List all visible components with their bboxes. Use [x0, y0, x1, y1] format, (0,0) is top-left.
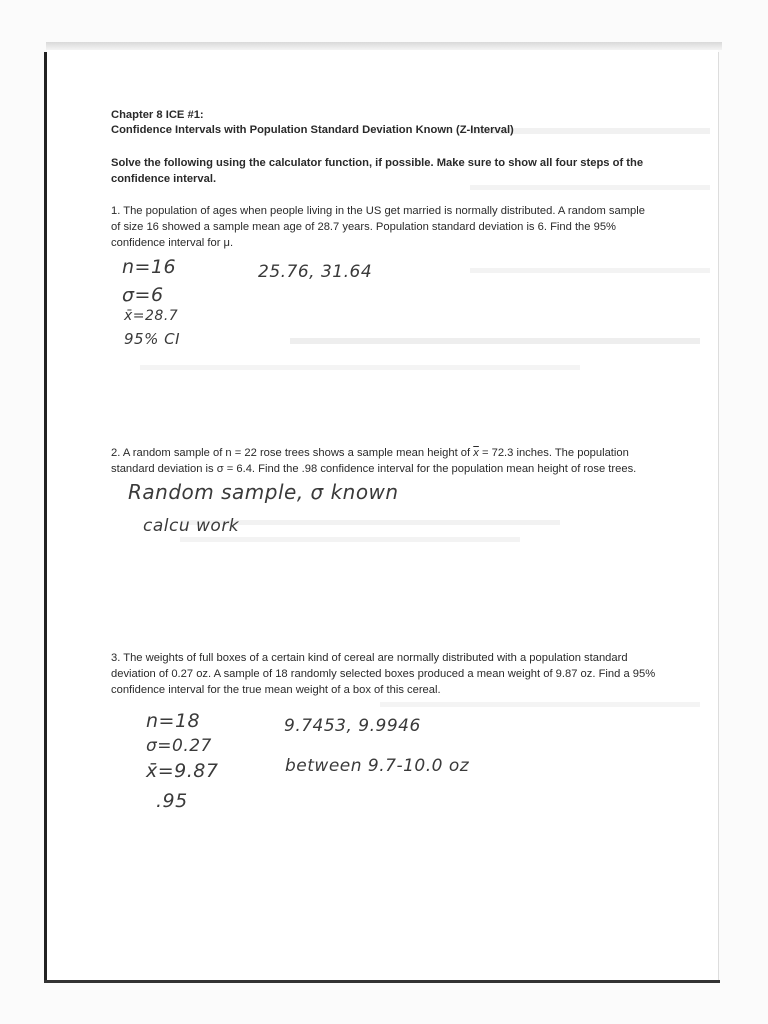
scan-shadow [46, 42, 722, 50]
page-edge [718, 52, 719, 980]
bleed-through [470, 268, 710, 273]
bleed-through [140, 365, 580, 370]
instructions-line: Solve the following using the calculator function, if possible. Make sure to show all four steps of the [111, 157, 644, 169]
handwritten-xbar: x̄=28.7 [124, 308, 179, 324]
instructions-line: confidence interval. [111, 173, 217, 185]
question-1-text: confidence interval for μ. [111, 237, 234, 249]
handwritten-note: Random sample, σ known [128, 480, 399, 504]
handwritten-confidence: .95 [156, 790, 188, 812]
question-2-text-pre: 2. A random sample of n = 22 rose trees shows a sample mean height of [111, 447, 471, 459]
question-1-text: 1. The population of ages when people living in the US get married is normally distributed. A random sample [111, 205, 645, 217]
worksheet-subtitle: Confidence Intervals with Population Standard Deviation Known (Z-Interval) [111, 124, 514, 136]
question-2-text [111, 446, 629, 461]
question-3-text: confidence interval for the true mean weight of a box of this cereal. [111, 684, 441, 696]
question-2-text: standard deviation is σ = 6.4. Find the .98 confidence interval for the population mean height of rose trees. [111, 463, 637, 475]
bleed-through [290, 338, 700, 344]
question-2-text-post: = 72.3 inches. The population [481, 447, 629, 459]
handwritten-confidence: 95% CI [124, 330, 181, 348]
handwritten-n: n=18 [146, 710, 201, 732]
handwritten-xbar: x̄=9.87 [146, 760, 219, 782]
bleed-through [180, 537, 520, 542]
handwritten-between: between 9.7-10.0 oz [285, 756, 470, 776]
bleed-through [380, 702, 700, 707]
question-3-text: deviation of 0.27 oz. A sample of 18 randomly selected boxes produced a mean weight of 9.87 oz. Find a 95% [111, 668, 656, 680]
handwritten-interval: 9.7453, 9.9946 [284, 716, 421, 736]
bleed-through [470, 185, 710, 190]
question-3-text: 3. The weights of full boxes of a certain kind of cereal are normally distributed with a population standard [111, 652, 628, 664]
chapter-title: Chapter 8 ICE #1: [111, 109, 204, 121]
handwritten-note: calcu work [143, 516, 240, 536]
handwritten-n: n=16 [122, 256, 177, 278]
question-1-text: of size 16 showed a sample mean age of 28.7 years. Population standard deviation is 6. Find the 95% [111, 221, 616, 233]
handwritten-interval: 25.76, 31.64 [258, 262, 373, 282]
x-bar-symbol: $\overline{x}$ [473, 447, 479, 459]
handwritten-sigma: σ=6 [122, 284, 164, 306]
page-edge [44, 980, 720, 983]
page-edge [44, 52, 47, 982]
handwritten-sigma: σ=0.27 [146, 736, 212, 756]
